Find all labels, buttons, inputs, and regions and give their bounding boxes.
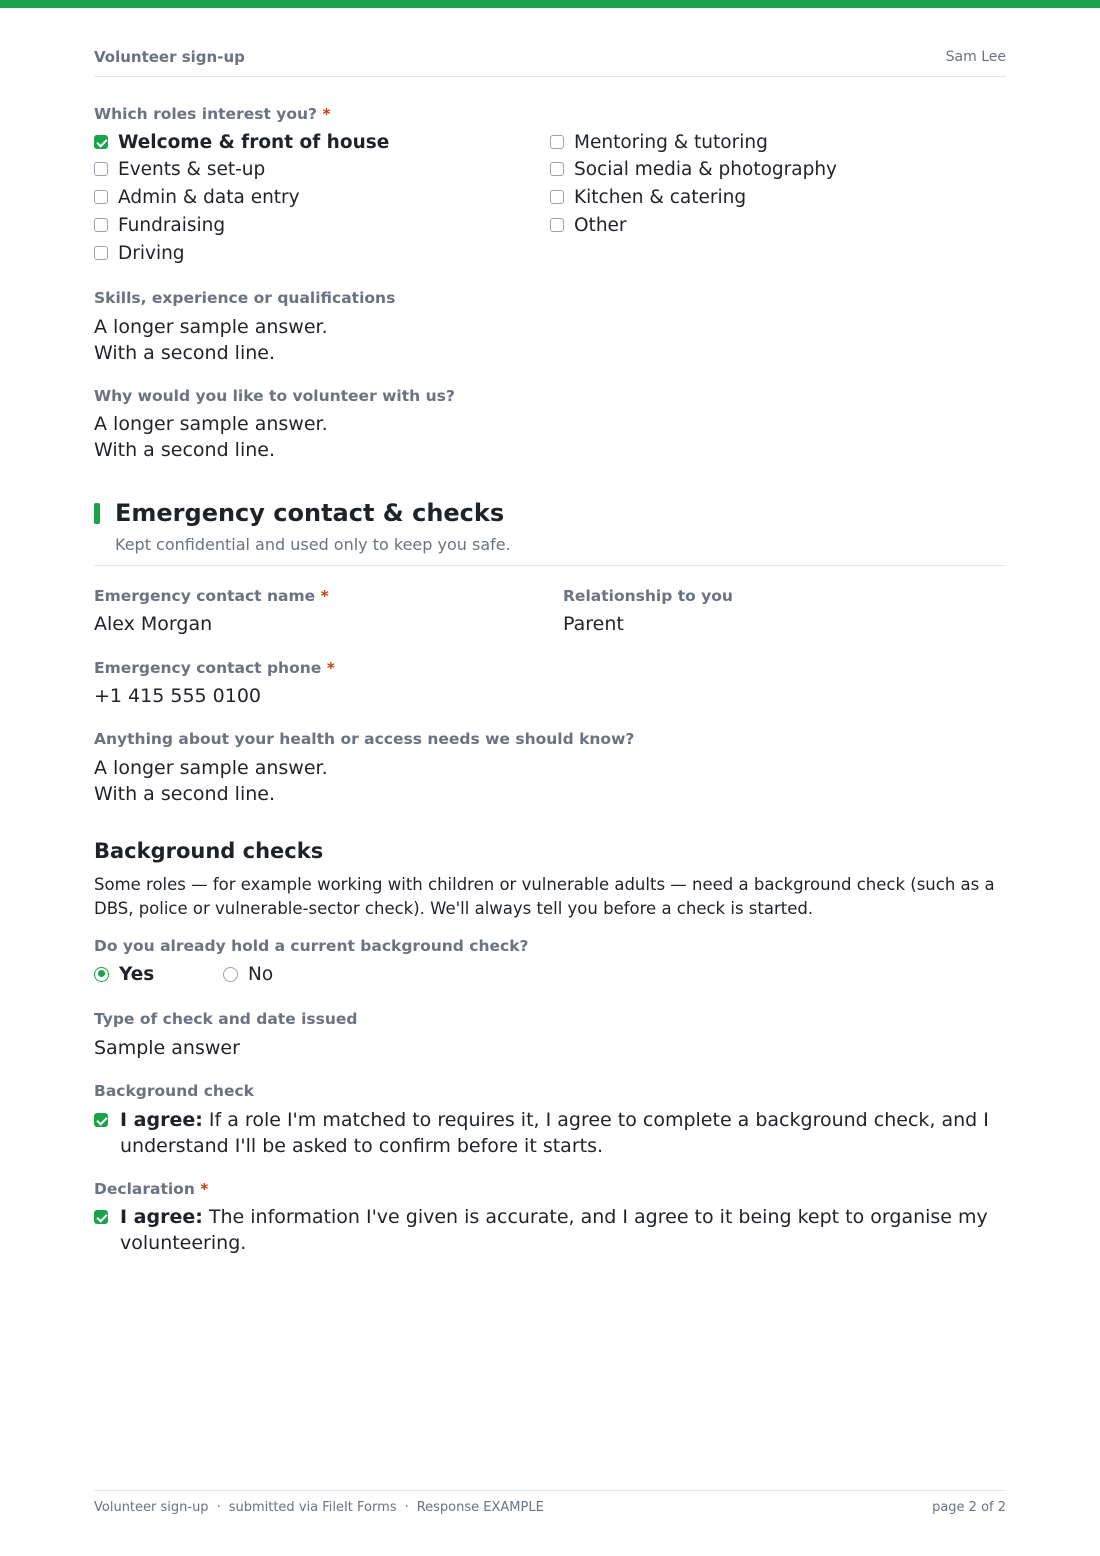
section-title: Emergency contact & checks [115, 499, 505, 527]
answer-line: A longer sample answer. [94, 757, 328, 779]
role-option-welcome[interactable] [94, 129, 389, 155]
role-option-label: Events & set-up [118, 158, 266, 180]
agree-label: I agree: [120, 1109, 203, 1131]
checkbox-icon[interactable] [550, 190, 564, 204]
relationship-value: Parent [563, 613, 624, 635]
required-mark: * [320, 587, 329, 605]
page-number: page 2 of 2 [932, 1500, 1006, 1515]
contact-phone-label-text: Emergency contact phone [94, 659, 322, 677]
role-option-label: Admin & data entry [118, 186, 300, 208]
role-option-admin[interactable] [94, 184, 300, 210]
consent-body: If a role I'm matched to requires it, I agree to complete a background check, and I understand I'll be asked to confirm before it starts. [120, 1109, 989, 1157]
checkbox-icon[interactable] [94, 190, 108, 204]
role-option-label: Driving [118, 242, 185, 264]
check-type-label: Type of check and date issued [94, 1010, 358, 1028]
footer-info [94, 1500, 544, 1515]
page-footer [94, 1490, 1006, 1515]
section-accent-bar [94, 503, 100, 524]
footer-submitted: submitted via FileIt Forms [228, 1500, 397, 1515]
user-name: Sam Lee [945, 49, 1006, 65]
background-consent[interactable] [94, 1107, 1006, 1159]
answer-line: A longer sample answer. [94, 316, 328, 338]
checkbox-icon[interactable] [550, 135, 564, 149]
role-option-label: Mentoring & tutoring [574, 131, 768, 153]
required-mark: * [326, 659, 335, 677]
checkbox-icon[interactable] [94, 218, 108, 232]
hold-option-no[interactable] [223, 961, 273, 987]
role-option-mentoring[interactable] [550, 129, 768, 155]
answer-line: With a second line. [94, 783, 275, 805]
role-option-driving[interactable] [94, 240, 185, 266]
why-answer [94, 411, 328, 463]
checkbox-checked-icon[interactable] [94, 135, 108, 149]
consent-text [120, 1107, 1006, 1159]
contact-name-label-text: Emergency contact name [94, 587, 316, 605]
background-consent-label: Background check [94, 1082, 254, 1100]
background-title: Background checks [94, 839, 324, 863]
declaration-body: The information I've given is accurate, and I agree to it being kept to organise my volunteering. [120, 1206, 988, 1254]
agree-label: I agree: [120, 1206, 203, 1228]
skills-answer [94, 314, 328, 366]
declaration-text [120, 1204, 1006, 1256]
declaration-label-text: Declaration [94, 1180, 195, 1198]
relationship-label: Relationship to you [563, 587, 733, 605]
role-option-label: Fundraising [118, 214, 226, 236]
health-label: Anything about your health or access needs we should know? [94, 730, 635, 748]
required-mark: * [200, 1180, 209, 1198]
skills-label: Skills, experience or qualifications [94, 289, 396, 307]
contact-name-value: Alex Morgan [94, 613, 213, 635]
radio-label: Yes [119, 963, 155, 985]
hold-check-label: Do you already hold a current background check? [94, 937, 529, 955]
role-option-events[interactable] [94, 156, 265, 182]
required-mark: * [322, 105, 331, 123]
answer-line: With a second line. [94, 342, 275, 364]
form-title: Volunteer sign-up [94, 48, 245, 66]
checkbox-icon[interactable] [550, 162, 564, 176]
section-divider [94, 565, 1006, 566]
check-type-value: Sample answer [94, 1037, 240, 1059]
footer-response: Response EXAMPLE [416, 1500, 544, 1515]
checkbox-icon[interactable] [550, 218, 564, 232]
role-option-social-media[interactable] [550, 156, 837, 182]
answer-line: With a second line. [94, 439, 275, 461]
radio-selected-icon[interactable] [94, 967, 109, 982]
section-subtitle: Kept confidential and used only to keep you safe. [115, 535, 511, 554]
checkbox-checked-icon[interactable] [94, 1113, 108, 1127]
checkbox-icon[interactable] [94, 246, 108, 260]
why-label: Why would you like to volunteer with us? [94, 387, 455, 405]
role-option-label: Kitchen & catering [574, 186, 747, 208]
radio-icon[interactable] [223, 967, 238, 982]
hold-option-yes[interactable] [94, 961, 154, 987]
background-description: Some roles — for example working with children or vulnerable adults — need a background check (such as a DBS, police or vulnerable-sector check). We'll always tell you before a check is started. [94, 875, 995, 918]
roles-label-text: Which roles interest you? [94, 105, 318, 123]
declaration-label [94, 1180, 208, 1198]
footer-separator: · [216, 1500, 221, 1515]
role-option-label: Other [574, 214, 627, 236]
role-option-label: Social media & photography [574, 158, 838, 180]
footer-separator: · [404, 1500, 409, 1515]
footer-form-name: Volunteer sign-up [94, 1500, 209, 1515]
role-option-label: Welcome & front of house [118, 131, 390, 153]
declaration-consent[interactable] [94, 1204, 1006, 1256]
radio-label: No [248, 963, 274, 985]
role-option-fundraising[interactable] [94, 212, 225, 238]
contact-name-label [94, 587, 329, 605]
roles-label [94, 105, 331, 123]
contact-phone-label [94, 659, 335, 677]
page-header [94, 48, 1006, 77]
health-answer [94, 755, 328, 807]
checkbox-checked-icon[interactable] [94, 1210, 108, 1224]
role-option-other[interactable] [550, 212, 627, 238]
top-accent-bar [0, 0, 1100, 8]
checkbox-icon[interactable] [94, 162, 108, 176]
role-option-kitchen[interactable] [550, 184, 746, 210]
contact-phone-value: +1 415 555 0100 [94, 685, 262, 707]
answer-line: A longer sample answer. [94, 413, 328, 435]
